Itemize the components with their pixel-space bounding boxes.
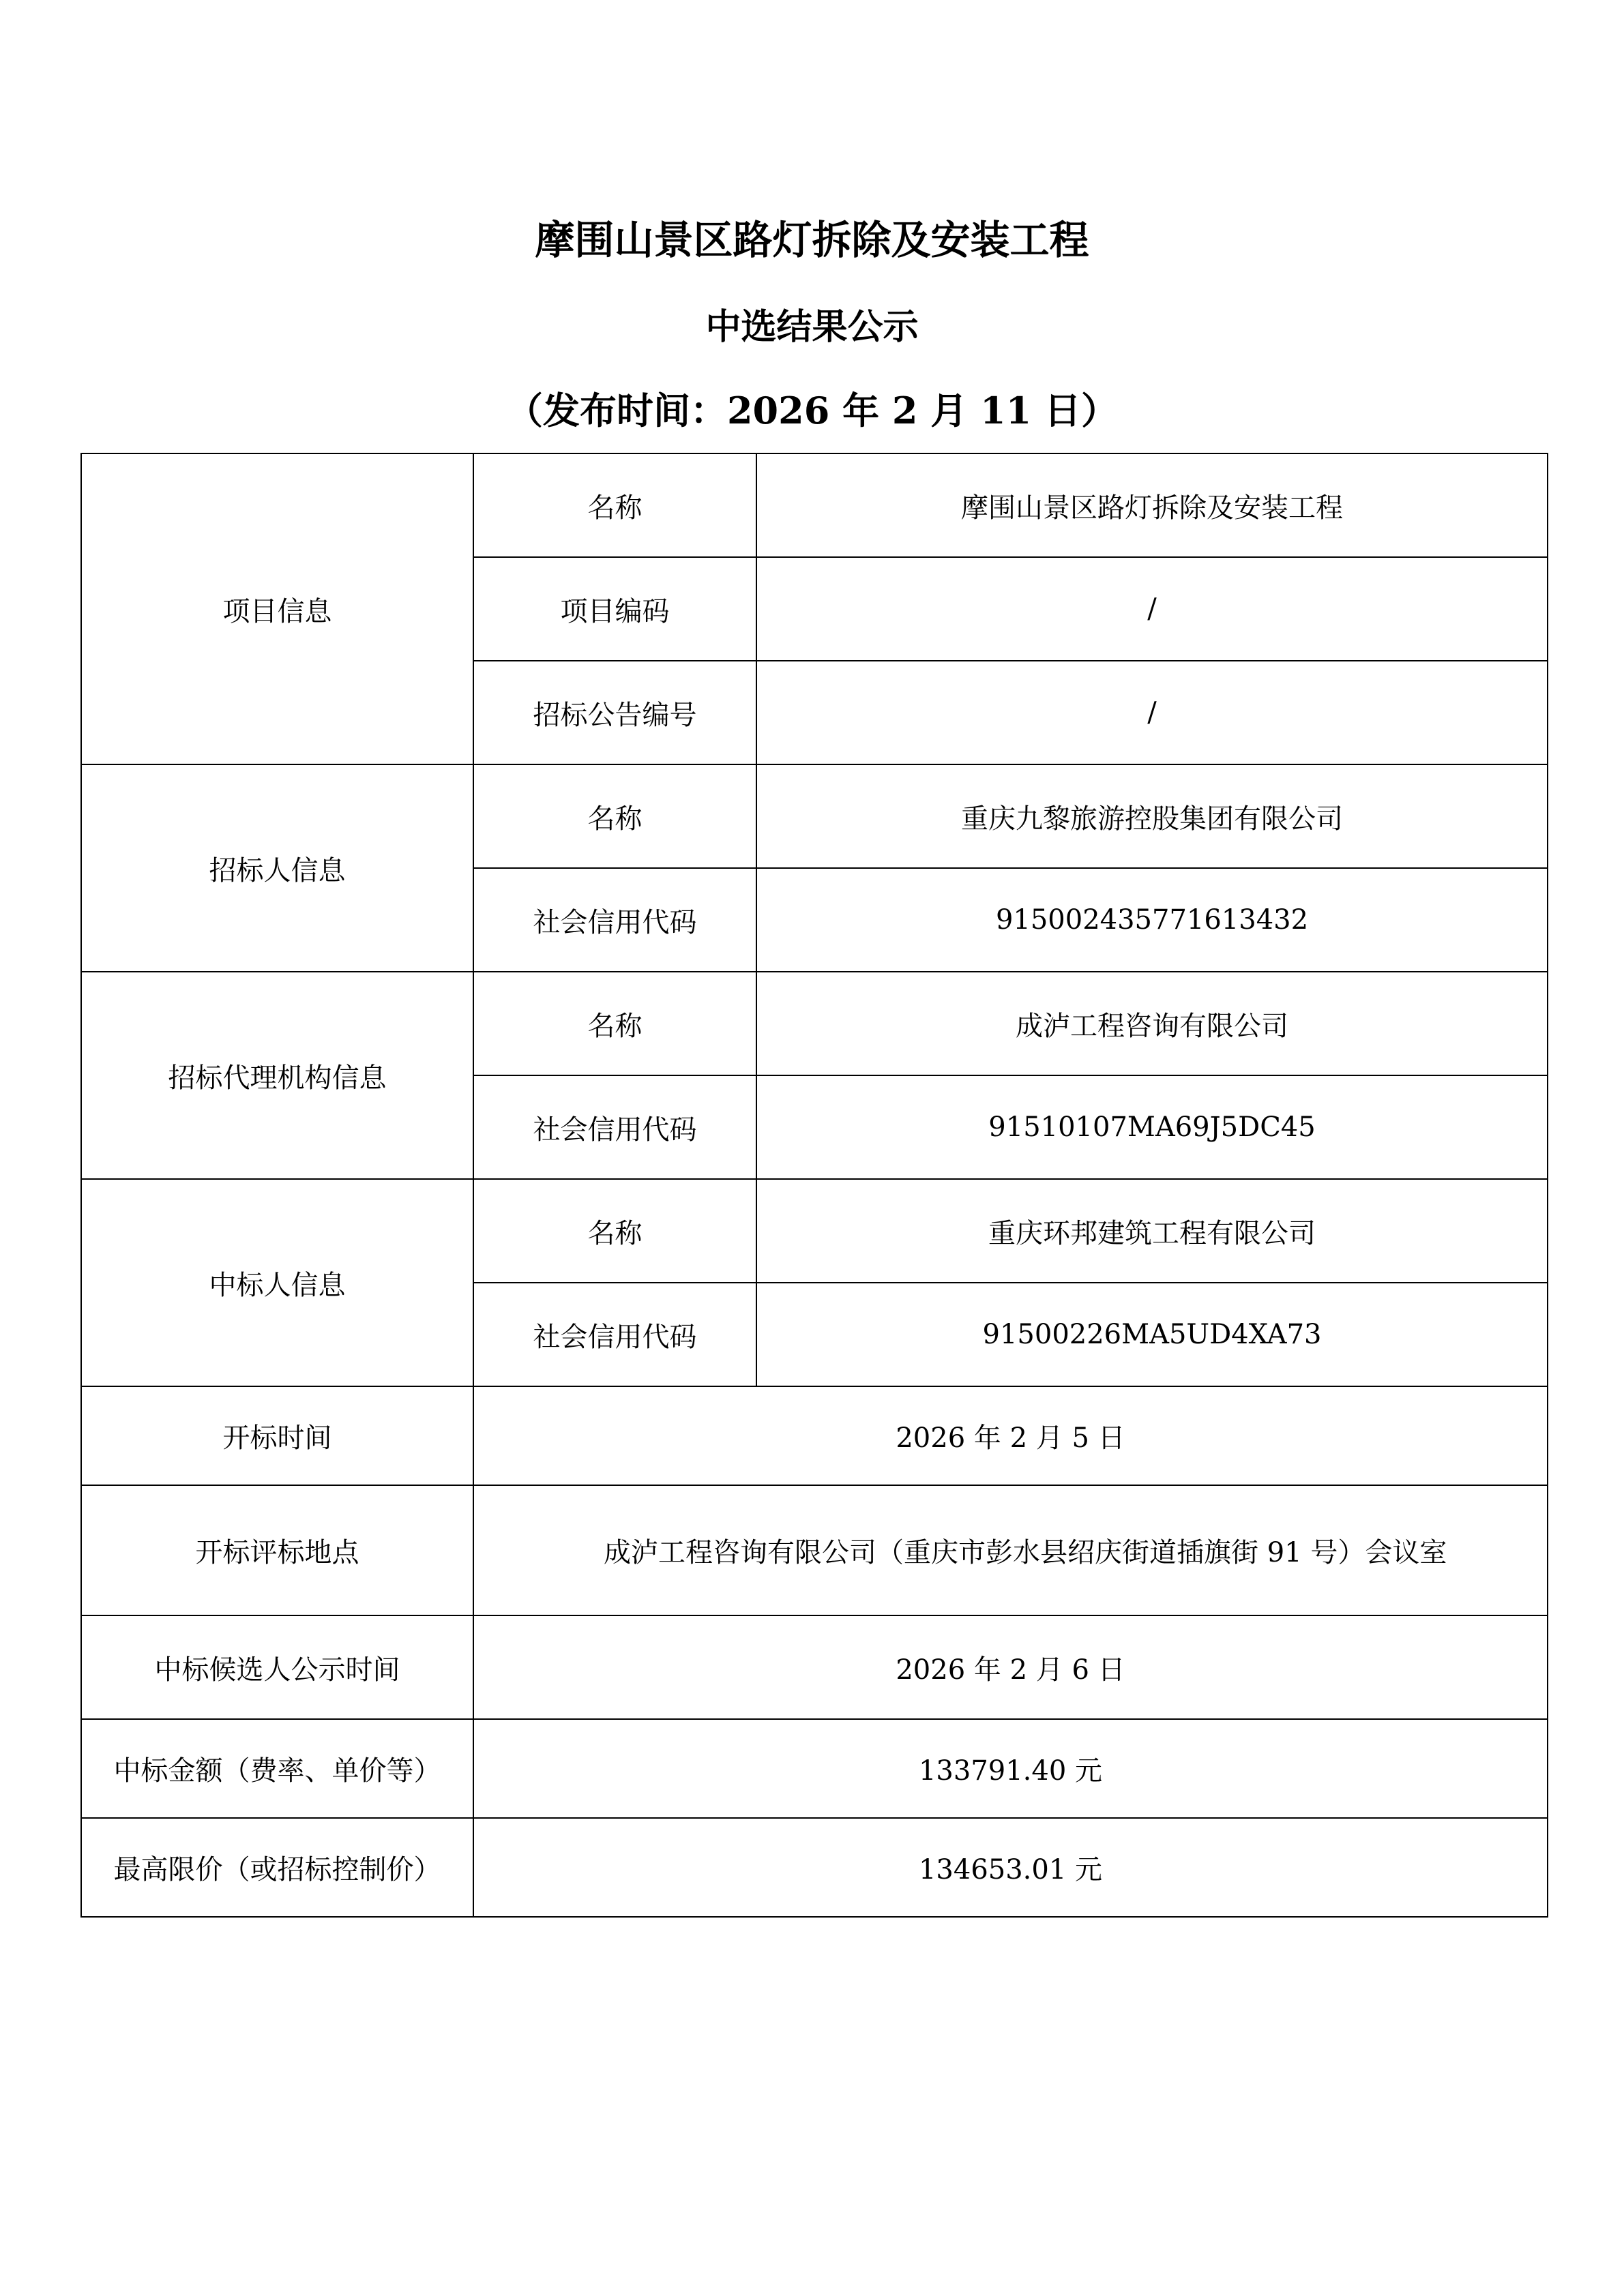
table-row [81, 1179, 1548, 1283]
candidate-publicity-label: 中标候选人公示时间 [81, 1615, 473, 1719]
table-row [81, 453, 1548, 557]
opening-time-label: 开标时间 [81, 1386, 473, 1485]
tenderer-credit-value: 915002435771613432 [756, 868, 1548, 972]
group-label-winner: 中标人信息 [81, 1179, 473, 1386]
field-label: 名称 [473, 972, 756, 1075]
table-row [81, 764, 1548, 868]
project-name-value: 摩围山景区路灯拆除及安装工程 [756, 453, 1548, 557]
opening-place-value: 成泸工程咨询有限公司（重庆市彭水县绍庆街道插旗街 91 号）会议室 [473, 1485, 1548, 1615]
field-label: 招标公告编号 [473, 661, 756, 764]
publish-time: （发布时间：2026 年 2 月 11 日） [505, 389, 1118, 432]
max-price-label: 最高限价（或招标控制价） [81, 1818, 473, 1917]
table-row [81, 972, 1548, 1075]
table-row [81, 1386, 1548, 1485]
page-subtitle: 中选结果公示 [705, 306, 919, 348]
bid-amount-value: 133791.40 元 [473, 1719, 1548, 1818]
field-label: 项目编码 [473, 557, 756, 661]
result-table [80, 453, 1548, 1918]
max-price-value: 134653.01 元 [473, 1818, 1548, 1917]
group-label-agency: 招标代理机构信息 [81, 972, 473, 1179]
table-row [81, 1818, 1548, 1917]
field-label: 社会信用代码 [473, 1283, 756, 1386]
agency-name-value: 成泸工程咨询有限公司 [756, 972, 1548, 1075]
tenderer-name-value: 重庆九黎旅游控股集团有限公司 [756, 764, 1548, 868]
page-title: 摩围山景区路灯拆除及安装工程 [535, 217, 1089, 263]
winner-credit-value: 91500226MA5UD4XA73 [756, 1283, 1548, 1386]
notice-number-value: / [756, 661, 1548, 764]
project-code-value: / [756, 557, 1548, 661]
agency-credit-value: 91510107MA69J5DC45 [756, 1075, 1548, 1179]
field-label: 名称 [473, 1179, 756, 1283]
field-label: 名称 [473, 453, 756, 557]
field-label: 社会信用代码 [473, 1075, 756, 1179]
table-row [81, 1719, 1548, 1818]
opening-place-label: 开标评标地点 [81, 1485, 473, 1615]
group-label-project: 项目信息 [81, 453, 473, 764]
bid-amount-label: 中标金额（费率、单价等） [81, 1719, 473, 1818]
winner-name-value: 重庆环邦建筑工程有限公司 [756, 1179, 1548, 1283]
table-row [81, 1485, 1548, 1615]
group-label-tenderer: 招标人信息 [81, 764, 473, 972]
table-row [81, 1615, 1548, 1719]
candidate-publicity-value: 2026 年 2 月 6 日 [473, 1615, 1548, 1719]
opening-time-value: 2026 年 2 月 5 日 [473, 1386, 1548, 1485]
field-label: 名称 [473, 764, 756, 868]
field-label: 社会信用代码 [473, 868, 756, 972]
